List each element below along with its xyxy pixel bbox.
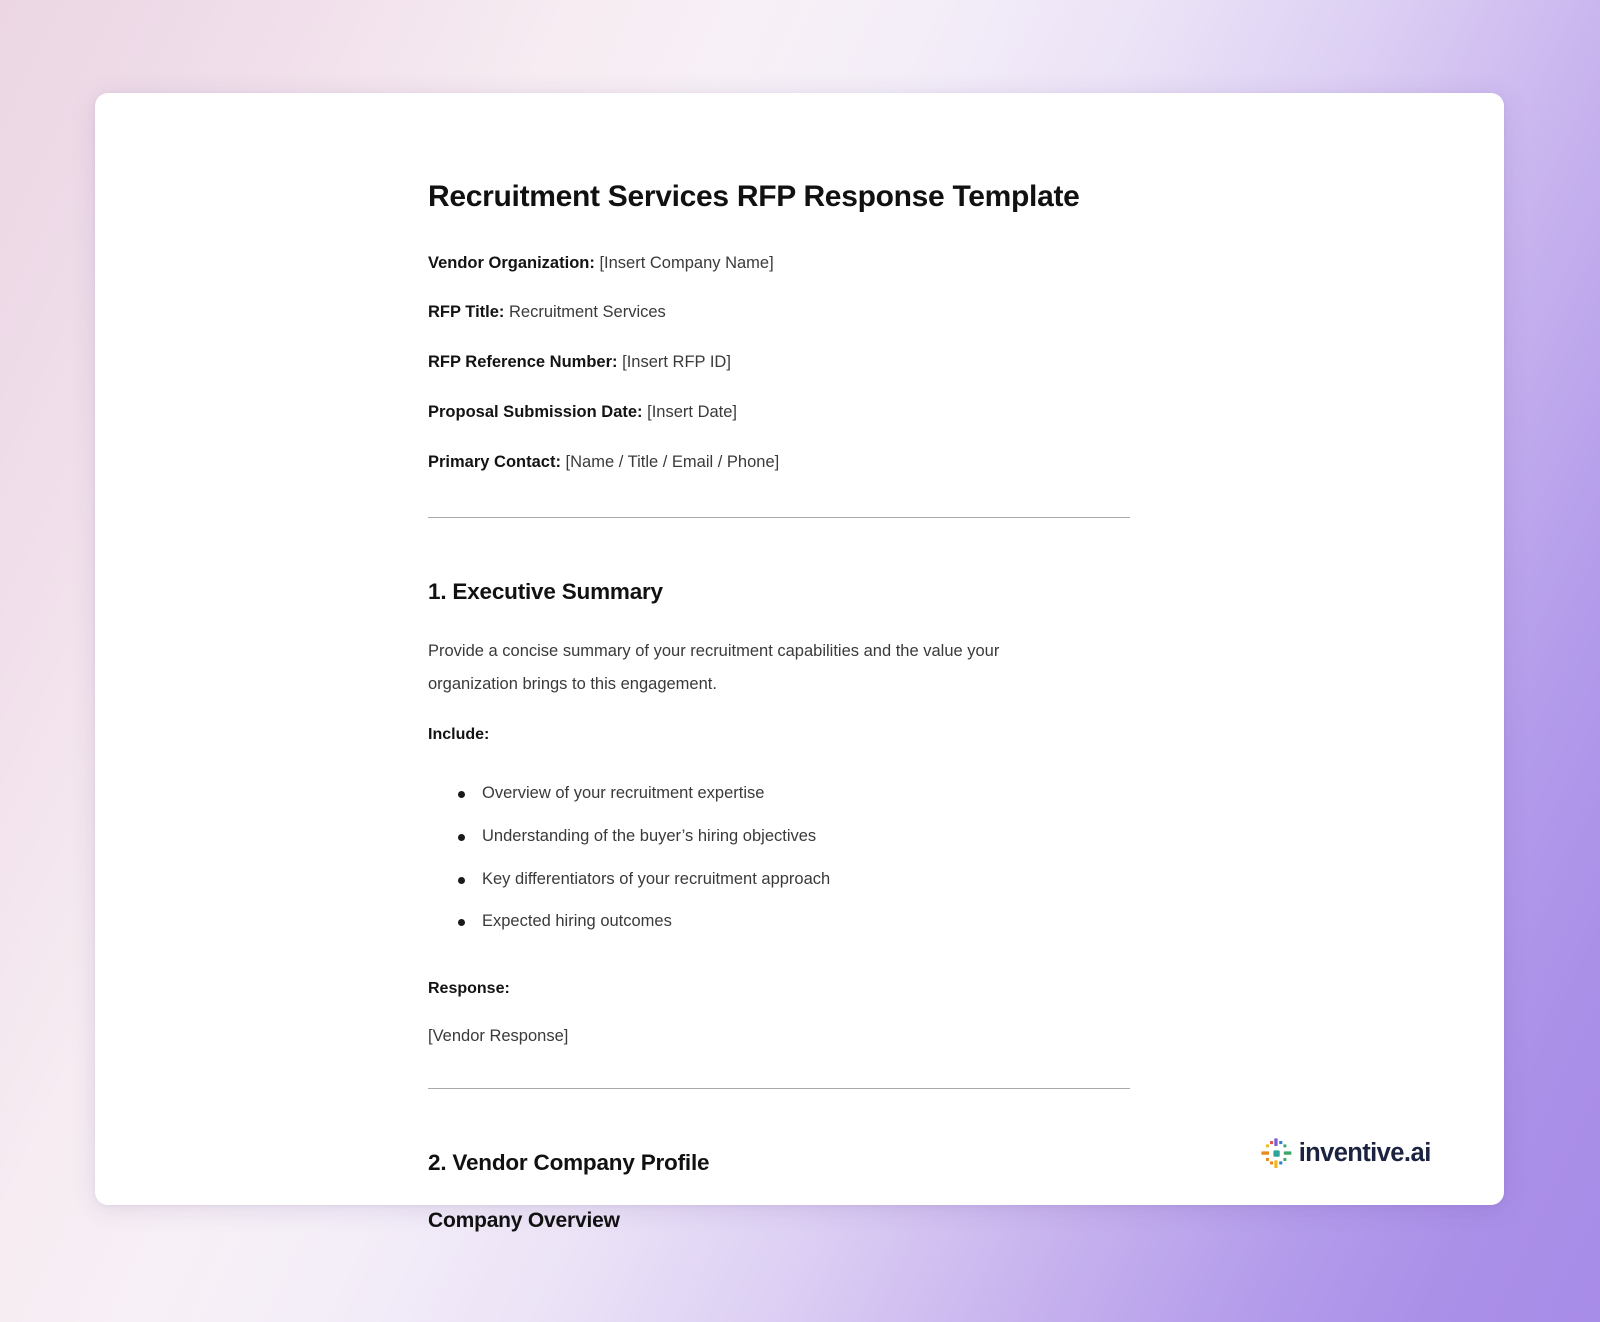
meta-label: Vendor Organization:: [428, 253, 595, 272]
document-body: [428, 178, 1188, 1234]
inventive-starburst-icon: [1261, 1138, 1292, 1169]
meta-value: [Insert Company Name]: [599, 253, 774, 272]
brand-wordmark: [1298, 1138, 1431, 1167]
list-item: [428, 782, 1188, 806]
list-item: [428, 868, 1188, 892]
bullet-icon: [458, 791, 465, 798]
meta-row-vendor-organization: [428, 252, 1188, 276]
spacer: [428, 1089, 1188, 1148]
section-heading-vendor-company-profile: 2. Vendor Company Profile: [428, 1150, 710, 1176]
section-executive-summary: [428, 577, 1188, 1046]
bullet-icon: [458, 877, 465, 884]
bullet-icon: [458, 919, 465, 926]
response-label: Response:: [428, 980, 510, 998]
meta-label: Proposal Submission Date:: [428, 403, 643, 422]
meta-row-rfp-reference-number: [428, 351, 1188, 375]
meta-row-proposal-submission-date: [428, 401, 1188, 425]
include-label: Include:: [428, 725, 490, 743]
brand-logo: [1261, 1138, 1431, 1169]
document-card: [95, 93, 1504, 1232]
response-placeholder-value: [Vendor Response]: [428, 1027, 569, 1046]
meta-label: RFP Reference Number:: [428, 353, 618, 372]
meta-value: [Insert Date]: [647, 403, 738, 422]
include-bullet-list: [428, 782, 1188, 935]
executive-summary-paragraph: Provide a concise summary of your recruitment capabilities and the value your organization brings to this engagement.: [428, 642, 1000, 693]
meta-value: Recruitment Services: [509, 303, 666, 322]
meta-row-primary-contact: [428, 451, 1188, 475]
meta-label: RFP Title:: [428, 303, 505, 322]
list-item-label: Overview of your recruitment expertise: [482, 783, 765, 802]
page-title: Recruitment Services RFP Response Template: [428, 180, 1080, 213]
list-item-label: Expected hiring outcomes: [482, 912, 672, 931]
list-item: [428, 910, 1188, 934]
list-item-label: Key differentiators of your recruitment approach: [482, 869, 831, 888]
sub-heading-company-overview: Company Overview: [428, 1208, 620, 1232]
bullet-icon: [458, 834, 465, 841]
meta-label: Primary Contact:: [428, 453, 561, 472]
brand-suffix: .ai: [1403, 1138, 1431, 1167]
list-item: [428, 825, 1188, 849]
meta-value: [Insert RFP ID]: [622, 353, 731, 372]
section-vendor-company-profile: [428, 1148, 1188, 1234]
meta-row-rfp-title: [428, 301, 1188, 325]
brand-name: inventive: [1298, 1138, 1404, 1167]
document-metadata: [428, 252, 1188, 476]
meta-value: [Name / Title / Email / Phone]: [565, 453, 780, 472]
list-item-label: Understanding of the buyer’s hiring objectives: [482, 826, 817, 845]
section-heading-executive-summary: 1. Executive Summary: [428, 579, 663, 605]
spacer: [428, 518, 1188, 577]
